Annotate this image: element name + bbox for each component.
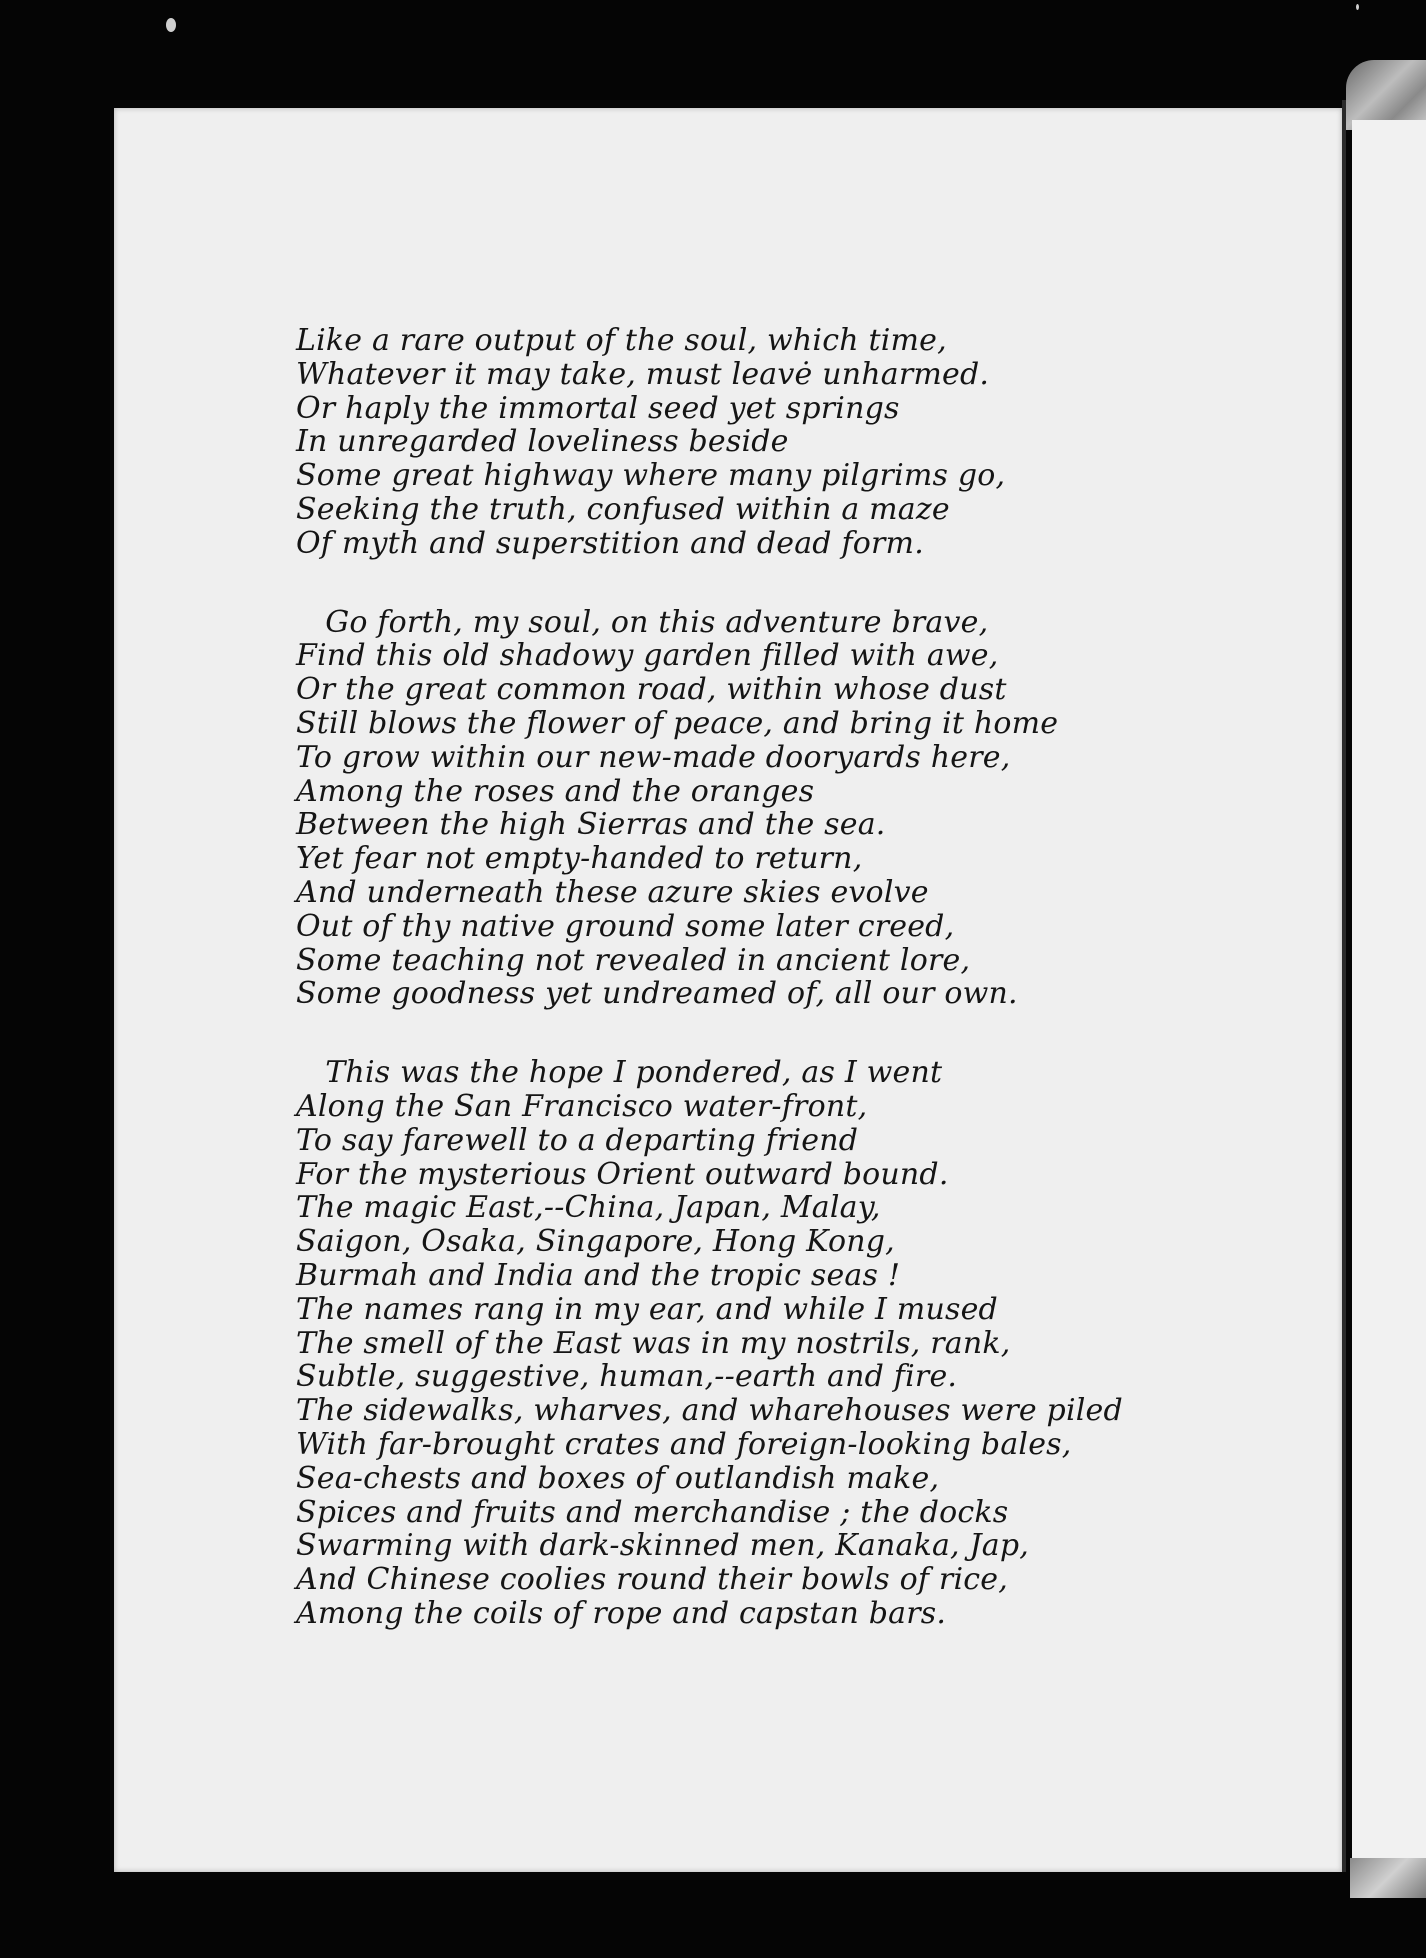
poem-line: Among the roses and the oranges — [296, 773, 815, 809]
scan-speck — [1356, 4, 1359, 10]
book-binding-bottom — [1350, 1858, 1426, 1898]
poem-line: The smell of the East was in my nostrils, rank, — [296, 1325, 1011, 1361]
poem-line: Saigon, Osaka, Singapore, Hong Kong, — [296, 1224, 895, 1260]
poem-line: With far-brought crates and foreign-looking bales, — [296, 1426, 1072, 1462]
poem-text — [296, 324, 1296, 1676]
poem-line: Or haply the immortal seed yet springs — [296, 390, 900, 426]
poem-line: Still blows the flower of peace, and bring it home — [296, 705, 1059, 741]
scan-speck — [166, 18, 176, 32]
poem-line: Go forth, my soul, on this adventure brave, — [296, 604, 989, 640]
poem-line: Along the San Francisco water-front, — [296, 1088, 868, 1124]
poem-line: To grow within our new-made dooryards here, — [296, 739, 1011, 775]
poem-line: Out of thy native ground some later creed, — [296, 908, 955, 944]
poem-line: In unregarded loveliness beside — [296, 424, 789, 460]
poem-line: Find this old shadowy garden filled with awe, — [296, 638, 999, 674]
poem-line: Or the great common road, within whose dust — [296, 672, 1007, 708]
poem-line: Some goodness yet undreamed of, all our own. — [296, 976, 1018, 1012]
poem-line: Of myth and superstition and dead form. — [296, 525, 924, 561]
poem-line: The names rang in my ear, and while I mused — [296, 1291, 998, 1327]
poem-line: For the mysterious Orient outward bound. — [296, 1156, 949, 1192]
poem-line: Some great highway where many pilgrims go, — [296, 458, 1006, 494]
poem-line: To say farewell to a departing friend — [296, 1122, 859, 1158]
adjacent-page-edge — [1352, 120, 1426, 1860]
poem-line: Yet fear not empty-handed to return, — [296, 841, 863, 877]
poem-line: The magic East,--China, Japan, Malay, — [296, 1190, 881, 1226]
stanza — [296, 1056, 1296, 1631]
poem-line: Sea-chests and boxes of outlandish make, — [296, 1460, 940, 1496]
poem-line: Among the coils of rope and capstan bars. — [296, 1595, 947, 1631]
poem-line: The sidewalks, wharves, and wharehouses were piled — [296, 1393, 1123, 1429]
poem-line: Whatever it may take, must leavė unharmed. — [296, 356, 990, 392]
stanza — [296, 606, 1296, 1012]
poem-line: Subtle, suggestive, human,--earth and fire. — [296, 1359, 958, 1395]
page-gutter — [1342, 100, 1346, 1872]
poem-line: Like a rare output of the soul, which time, — [296, 323, 947, 358]
poem-line: And Chinese coolies round their bowls of rice, — [296, 1562, 1008, 1598]
poem-line: Between the high Sierras and the sea. — [296, 807, 886, 843]
stanza — [296, 324, 1296, 561]
poem-line: Swarming with dark-skinned men, Kanaka, Jap, — [296, 1528, 1029, 1564]
poem-line: And underneath these azure skies evolve — [296, 874, 929, 910]
poem-line: Spices and fruits and merchandise ; the docks — [296, 1494, 1009, 1530]
poem-line: Some teaching not revealed in ancient lore, — [296, 942, 971, 978]
poem-line: Seeking the truth, confused within a maze — [296, 491, 950, 527]
poem-line: This was the hope I pondered, as I went — [296, 1055, 943, 1091]
poem-line: Burmah and India and the tropic seas ! — [296, 1257, 901, 1293]
